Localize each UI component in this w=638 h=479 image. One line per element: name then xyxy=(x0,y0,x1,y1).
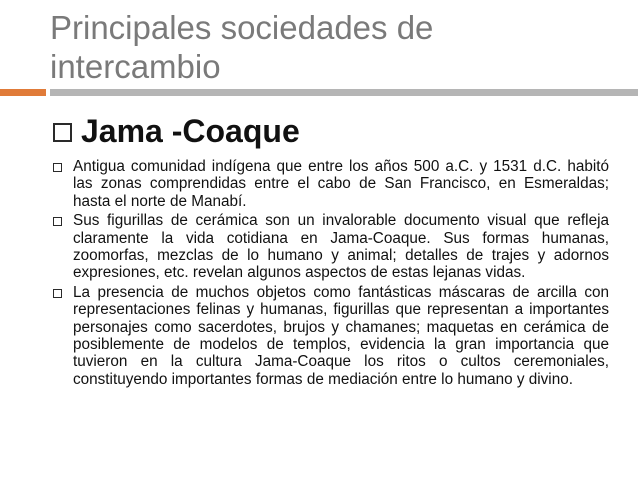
slide-title: Principales sociedades de intercambio xyxy=(50,9,434,85)
bullet-text: La presencia de muchos objetos como fantásticas máscaras de arcilla con representaciones felinas y humanas, figurillas que representan a importantes personajes como sacerdotes, brujos y chamanes; maquetas en cerámica de posiblemente de modelos de templos, evidencia la gran importancia que tuvieron en la cultura Jama-Coaque los ritos o cultos ceremoniales, constituyendo importantes formas de mediación entre lo humano y divino. xyxy=(73,283,609,388)
bullet-text: Antigua comunidad indígena que entre los años 500 a.C. y 1531 d.C. habitó las zonas comprendidas entre el cabo de San Francisco, en Esmeraldas; hasta el norte de Manabí. xyxy=(73,158,609,210)
square-bullet-icon xyxy=(53,163,62,172)
bullet-text: Sus figurillas de cerámica son un invalorable documento visual que refleja claramente la vida cotidiana en Jama-Coaque. Sus formas humanas, zoomorfas, mezclas de lo humano y animal; detalles de trajes y adornos expresiones, etc. revelan algunos aspectos de estas lejanas vidas. xyxy=(73,212,609,282)
bullet-item xyxy=(53,212,609,282)
accent-rule-gray xyxy=(50,89,638,96)
section-heading-row xyxy=(53,112,609,150)
accent-rule-orange xyxy=(0,89,46,96)
square-bullet-icon xyxy=(53,123,72,142)
square-bullet-icon xyxy=(53,217,62,226)
bullet-item xyxy=(53,158,609,210)
bullet-item xyxy=(53,284,609,388)
square-bullet-icon xyxy=(53,289,62,298)
slide-content xyxy=(53,112,609,390)
section-heading: Jama -Coaque xyxy=(81,113,300,149)
